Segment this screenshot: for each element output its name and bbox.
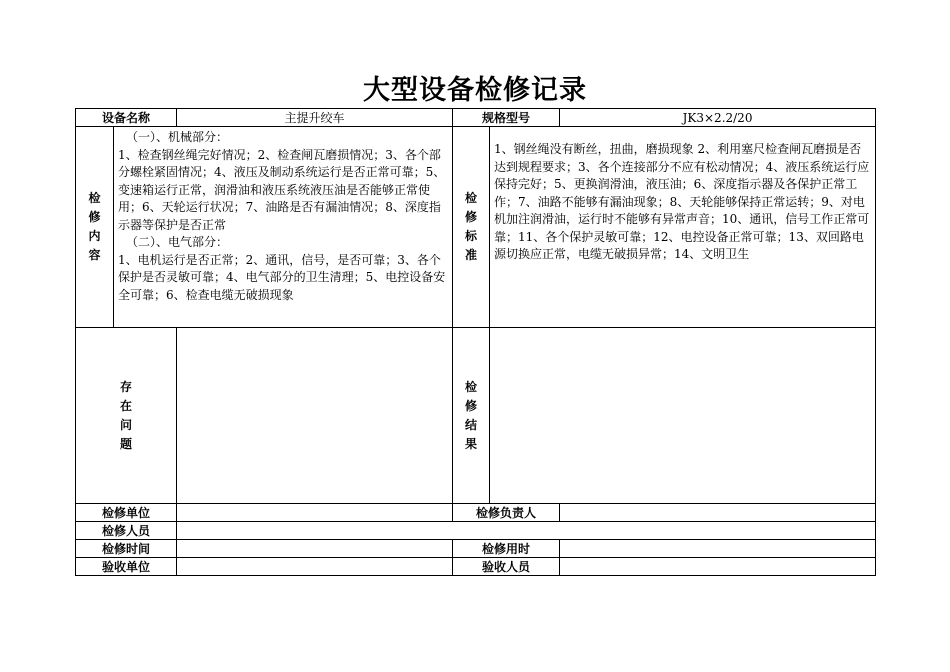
header-row: [76, 109, 876, 127]
footer-row-acceptance: [76, 558, 876, 576]
problems-result-row: [76, 328, 876, 504]
acceptance-personnel-field[interactable]: [560, 558, 876, 576]
model-label: 规格型号: [453, 109, 560, 127]
maintenance-content-text[interactable]: [114, 127, 453, 328]
footer-row-personnel: [76, 522, 876, 540]
duration-label: 检修用时: [453, 540, 560, 558]
existing-problems-field[interactable]: [177, 328, 453, 504]
maintenance-time-label: 检修时间: [76, 540, 177, 558]
maintenance-result-label: 检 修 结 果: [453, 328, 490, 504]
footer-row-unit: [76, 504, 876, 522]
maintenance-personnel-field[interactable]: [177, 522, 876, 540]
equipment-name-value[interactable]: 主提升绞车: [177, 109, 453, 127]
maintenance-result-field[interactable]: [490, 328, 876, 504]
document-title: 大型设备检修记录: [363, 75, 587, 106]
acceptance-unit-label: 验收单位: [76, 558, 177, 576]
equipment-name-label: 设备名称: [76, 109, 177, 127]
maintenance-time-field[interactable]: [177, 540, 453, 558]
person-in-charge-label: 检修负责人: [453, 504, 560, 522]
maintenance-unit-field[interactable]: [177, 504, 453, 522]
existing-problems-label: 存 在 问 题: [76, 328, 177, 504]
content-standard-row: [76, 127, 876, 328]
maintenance-standard-label: 检 修 标 准: [453, 127, 490, 328]
acceptance-personnel-label: 验收人员: [453, 558, 560, 576]
electrical-section-heading: （二）、电气部分：: [126, 235, 229, 249]
footer-row-time: [76, 540, 876, 558]
person-in-charge-field[interactable]: [560, 504, 876, 522]
maintenance-unit-label: 检修单位: [76, 504, 177, 522]
electrical-items: 1、电机运行是否正常；2、通讯，信号，是否可靠；3、各个保护是否灵敏可靠；4、电气部分的卫生清理；5、电控设备安全可靠；6、检查电缆无破损现象: [118, 252, 446, 302]
mechanical-items: 1、检查钢丝绳完好情况；2、检查闸瓦磨损情况；3、各个部分螺栓紧固情况；4、液压及制动系统运行是否正常可靠；5、变速箱运行正常，润滑油和液压系统液压油是否能够正常使用；6、天轮运行状况；7、油路是否有漏油情况；8、深度指示器等保护是否正常: [118, 147, 446, 232]
maintenance-standard-text[interactable]: 1、钢丝绳没有断丝，扭曲，磨损现象 2、利用塞尺检查闸瓦磨损是否达到规程要求；3、各个连接部分不应有松动情况；4、液压系统运行应保持完好；5、更换润滑油，液压油；6、深度指示器及各保护正常工作；7、油路不能够有漏油现象；8、天轮能够保持正常运转；9、对电机加注润滑油，运行时不能够有异常声音；10、通讯，信号工作正常可靠；11、各个保护灵敏可靠；12、电控设备正常可靠；13、双回路电源切换应正常，电缆无破损异常；14、文明卫生: [490, 127, 876, 328]
duration-field[interactable]: [560, 540, 876, 558]
maintenance-personnel-label: 检修人员: [76, 522, 177, 540]
acceptance-unit-field[interactable]: [177, 558, 453, 576]
model-value[interactable]: JK3×2.2/20: [560, 109, 876, 127]
maintenance-content-label: 检 修 内 容: [76, 127, 114, 328]
mechanical-section-heading: （一）、机械部分：: [126, 130, 229, 144]
maintenance-record-table: [75, 108, 876, 576]
